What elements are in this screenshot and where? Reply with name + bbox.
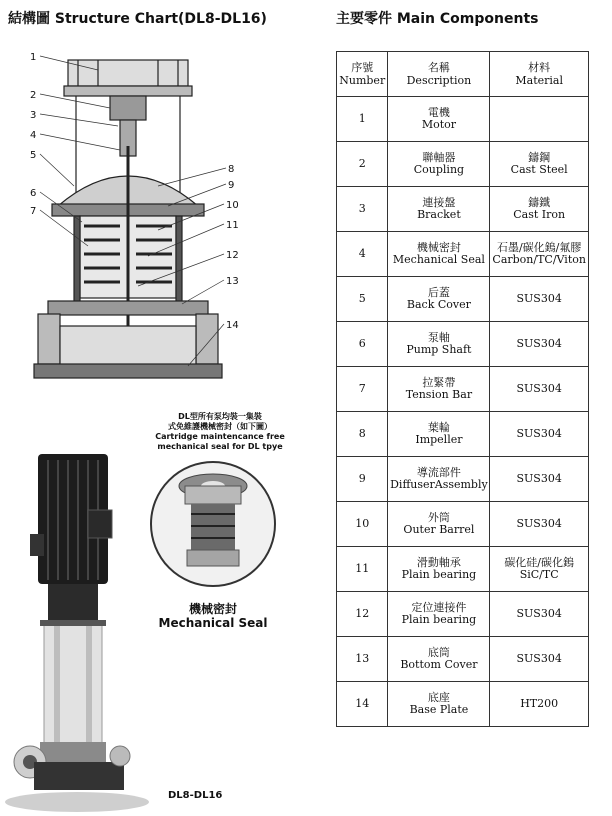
row-material: [490, 592, 589, 637]
table-row: [337, 682, 589, 727]
table-row: [337, 592, 589, 637]
header-material: [490, 52, 589, 97]
row-material: [490, 367, 589, 412]
row-description: [388, 457, 490, 502]
header-desc-zh: 名稱: [427, 61, 450, 74]
row-description: [388, 637, 490, 682]
row-desc-en: Pump Shaft: [406, 343, 472, 356]
row-desc-en: Outer Barrel: [403, 523, 475, 536]
table-row: [337, 502, 589, 547]
row-desc-en: Bottom Cover: [400, 658, 478, 671]
callout-11: 11: [226, 220, 239, 231]
row-desc-en: Tension Bar: [405, 388, 473, 401]
callout-5: 5: [30, 150, 37, 161]
row-description: [388, 322, 490, 367]
row-description: [388, 367, 490, 412]
row-mat-en: SUS304: [516, 607, 562, 620]
row-desc-zh: 機械密封: [416, 241, 461, 254]
row-desc-zh: 拉緊帶: [422, 376, 456, 389]
row-mat-zh: 石墨/碳化鎢/氟膠: [496, 241, 582, 254]
row-mat-en: SUS304: [516, 517, 562, 530]
table-row: [337, 412, 589, 457]
callout-10: 10: [226, 200, 239, 211]
row-mat-zh: 鑄鐵: [528, 196, 551, 209]
table-row: [337, 97, 589, 142]
row-material: [490, 457, 589, 502]
header-number-en: Number: [339, 74, 386, 87]
row-mat-en: SUS304: [516, 427, 562, 440]
row-mat-en: HT200: [520, 697, 559, 710]
callout-8: 8: [228, 164, 235, 175]
row-material: [490, 97, 589, 142]
table-row: [337, 367, 589, 412]
row-desc-en: Plain bearing: [401, 568, 477, 581]
callout-2: 2: [30, 90, 37, 101]
table-row: [337, 232, 589, 277]
row-desc-zh: 葉輪: [427, 421, 450, 434]
callout-6: 6: [30, 188, 37, 199]
components-table: [336, 51, 589, 727]
seal-image: [148, 450, 278, 600]
seal-note: [150, 412, 290, 452]
structure-drawing: [8, 46, 248, 396]
row-number: 11: [337, 547, 388, 592]
row-desc-en: Impeller: [415, 433, 463, 446]
header-description: [388, 52, 490, 97]
row-number: 6: [337, 322, 388, 367]
header-desc-en: Description: [406, 74, 472, 87]
row-mat-en: SUS304: [516, 652, 562, 665]
row-number: 2: [337, 142, 388, 187]
callout-1: 1: [30, 52, 37, 63]
row-desc-en: Plain bearing: [401, 613, 477, 626]
row-description: [388, 142, 490, 187]
row-description: [388, 277, 490, 322]
table-row: [337, 457, 589, 502]
row-number: 5: [337, 277, 388, 322]
row-number: 3: [337, 187, 388, 232]
row-desc-zh: 外筒: [427, 511, 450, 524]
row-desc-zh: 聯軸器: [422, 151, 456, 164]
table-row: [337, 142, 589, 187]
row-number: 4: [337, 232, 388, 277]
row-mat-en: SUS304: [516, 472, 562, 485]
table-row: [337, 637, 589, 682]
seal-note-line2: 式免維護機械密封（如下圖）: [168, 422, 272, 431]
row-material: [490, 322, 589, 367]
row-description: [388, 547, 490, 592]
callout-12: 12: [226, 250, 239, 261]
table-row: [337, 187, 589, 232]
row-mat-en: SUS304: [516, 382, 562, 395]
row-description: [388, 97, 490, 142]
row-mat-en: Cast Steel: [510, 163, 568, 176]
row-mat-zh: 碳化硅/碳化鎢: [504, 556, 575, 569]
row-description: [388, 592, 490, 637]
row-desc-zh: 定位連接件: [411, 601, 467, 614]
callout-4: 4: [30, 130, 37, 141]
row-desc-zh: 連接盤: [422, 196, 456, 209]
seal-note-line4: mechanical seal for DL tpye: [157, 442, 283, 451]
row-number: 10: [337, 502, 388, 547]
row-mat-en: SiC/TC: [519, 568, 559, 581]
row-description: [388, 502, 490, 547]
row-desc-zh: 導流部件: [416, 466, 461, 479]
row-desc-en: Motor: [421, 118, 456, 131]
seal-note-line1: DL型所有泵均裝一集裝: [178, 412, 262, 421]
row-desc-zh: 底座: [427, 691, 450, 704]
row-description: [388, 232, 490, 277]
table-row: [337, 277, 589, 322]
row-number: 1: [337, 97, 388, 142]
row-number: 13: [337, 637, 388, 682]
row-desc-en: Back Cover: [406, 298, 471, 311]
table-row: [337, 322, 589, 367]
table-body: [337, 97, 589, 727]
row-desc-zh: 泵軸: [427, 331, 450, 344]
row-description: [388, 187, 490, 232]
row-material: [490, 187, 589, 232]
row-description: [388, 682, 490, 727]
callout-13: 13: [226, 276, 239, 287]
row-number: 7: [337, 367, 388, 412]
seal-caption-en: Mechanical Seal: [158, 616, 268, 630]
row-mat-en: SUS304: [516, 292, 562, 305]
row-desc-zh: 電機: [427, 106, 450, 119]
seal-caption-zh: 機械密封: [188, 602, 237, 616]
row-number: 14: [337, 682, 388, 727]
row-desc-zh: 底筒: [427, 646, 450, 659]
row-desc-en: Bracket: [417, 208, 461, 221]
row-material: [490, 142, 589, 187]
row-desc-zh: 后蓋: [427, 286, 450, 299]
callout-9: 9: [228, 180, 235, 191]
row-number: 8: [337, 412, 388, 457]
row-mat-en: SUS304: [516, 337, 562, 350]
structure-chart-title: 結構圖 Structure Chart(DL8-DL16): [8, 11, 267, 27]
main-components-title: 主要零件 Main Components: [336, 11, 539, 27]
model-label: DL8-DL16: [168, 790, 223, 801]
row-number: 12: [337, 592, 388, 637]
callout-14: 14: [226, 320, 239, 331]
header-number: [337, 52, 388, 97]
callout-7: 7: [30, 206, 37, 217]
row-desc-en: Base Plate: [409, 703, 469, 716]
row-material: [490, 412, 589, 457]
table-header-row: [337, 52, 589, 97]
header-mat-zh: 材料: [528, 61, 551, 74]
row-desc-en: DiffuserAssembly: [390, 478, 488, 491]
row-desc-zh: 滑動軸承: [416, 556, 461, 569]
row-description: [388, 412, 490, 457]
row-mat-zh: 鑄鋼: [528, 151, 551, 164]
row-material: [490, 682, 589, 727]
row-material: [490, 637, 589, 682]
row-desc-en: Mechanical Seal: [392, 253, 485, 266]
callout-3: 3: [30, 110, 37, 121]
row-desc-en: Coupling: [413, 163, 465, 176]
row-number: 9: [337, 457, 388, 502]
header-mat-en: Material: [515, 74, 563, 87]
row-material: [490, 277, 589, 322]
row-material: [490, 232, 589, 277]
header-number-zh: 序號: [351, 61, 374, 74]
pump-photo: [2, 450, 152, 812]
table-row: [337, 547, 589, 592]
seal-note-line3: Cartridge maintencance free: [155, 432, 285, 441]
row-mat-en: Cast Iron: [513, 208, 566, 221]
row-material: [490, 547, 589, 592]
row-mat-en: Carbon/TC/Viton: [492, 253, 586, 266]
row-material: [490, 502, 589, 547]
seal-caption: [158, 602, 268, 630]
